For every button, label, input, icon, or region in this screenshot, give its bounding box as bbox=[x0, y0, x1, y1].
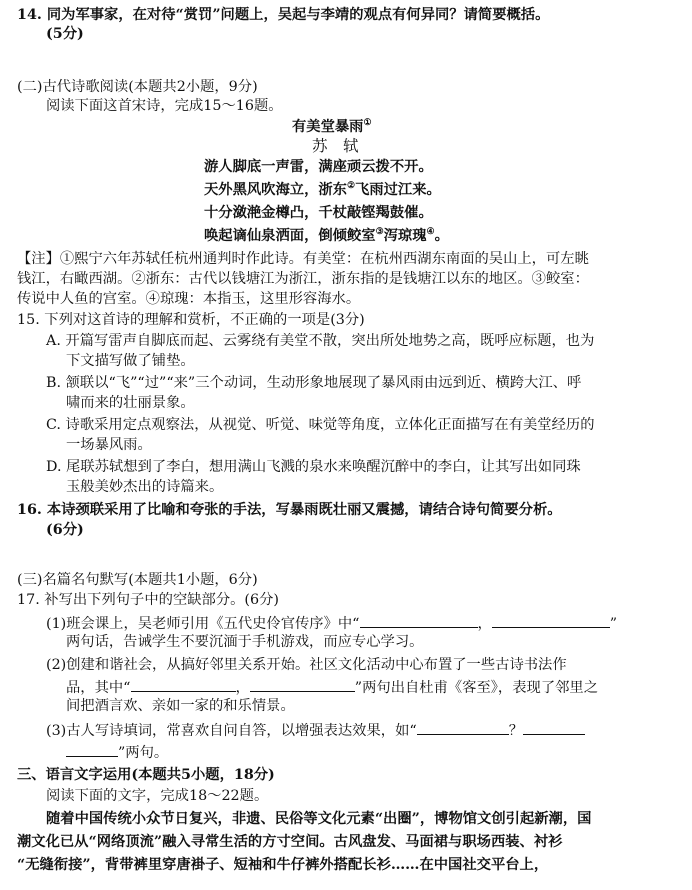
poem-author: 苏 轼 bbox=[312, 137, 359, 155]
question-17-item-2-line-2: 品，其中“ ， ”两句出自杜甫《客至》，表现了邻里之 bbox=[66, 677, 598, 697]
passage-line-2: 潮文化已从“网络顶流”融入寻常生活的方寸空间。古风盘发、马面裙与职场西装、衬衫 bbox=[17, 834, 563, 850]
poem-line-4: 唤起谪仙泉洒面，倒倾鲛室③泻琼瑰④。 bbox=[204, 227, 449, 244]
option-a-line-1: A. 开篇写雷声自脚底而起、云雾绕有美堂不散，突出所处地势之高，既呼应标题，也为 bbox=[46, 333, 595, 349]
annotation-line-1: 【注】①熙宁六年苏轼任杭州通判时作此诗。有美堂：在杭州西湖东南面的吴山上，可左眺 bbox=[17, 251, 589, 267]
option-b-line-1: B. 颔联以“飞”“过”“来”三个动词，生动形象地展现了暴风雨由远到近、横跨大江、呼 bbox=[46, 375, 582, 391]
option-a-line-2: 下文描写做了铺垫。 bbox=[66, 353, 195, 369]
question-16-score: (6分) bbox=[46, 522, 84, 538]
answer-blank-1[interactable] bbox=[360, 613, 478, 628]
annotation-line-2: 钱江，右瞰西湖。②浙东：古代以钱塘江为浙江，浙东指的是钱塘江以东的地区。③鲛室： bbox=[17, 271, 589, 287]
section-2-instruction: 阅读下面这首宋诗，完成15～16题。 bbox=[46, 98, 283, 114]
question-17-item-3: (3)古人写诗填词，常喜欢自问自答，以增强表达效果，如“ ？ bbox=[46, 720, 585, 740]
question-17-item-2: (2)创建和谐社会，从搞好邻里关系开始。社区文化活动中心布置了一些古诗书法作 bbox=[46, 657, 567, 673]
question-17-item-2-line-3: 间把酒言欢、亲如一家的和乐情景。 bbox=[66, 698, 295, 714]
answer-blank-3[interactable] bbox=[131, 677, 236, 692]
answer-blank-5[interactable] bbox=[417, 720, 509, 735]
question-14: 14. 同为军事家，在对待“赏罚”问题上，吴起与李靖的观点有何异同？请简要概括。 bbox=[17, 7, 550, 23]
poem-line-3: 十分潋滟金樽凸，千杖敲铿羯鼓催。 bbox=[204, 205, 433, 221]
answer-blank-6[interactable] bbox=[523, 720, 585, 735]
part-3-instruction: 阅读下面的文字，完成18～22题。 bbox=[46, 788, 269, 804]
section-3-title: (三)名篇名句默写(本题共1小题，6分) bbox=[17, 572, 258, 588]
poem-line-1: 游人脚底一声雷，满座顽云拨不开。 bbox=[204, 159, 433, 175]
answer-blank-4[interactable] bbox=[250, 677, 355, 692]
section-2-title: (二)古代诗歌阅读(本题共2小题，9分) bbox=[17, 79, 258, 95]
option-c-line-2: 一场暴风雨。 bbox=[66, 437, 152, 453]
option-d-line-2: 玉般美妙杰出的诗篇来。 bbox=[66, 479, 224, 495]
passage-line-3: “无缝衔接”，背带裤里穿唐褂子、短袖和牛仔裤外搭配长衫……在中国社交平台上， bbox=[17, 857, 549, 873]
question-14-score: (5分) bbox=[46, 26, 84, 42]
part-3-title: 三、语言文字运用(本题共5小题，18分) bbox=[17, 767, 275, 783]
option-b-line-2: 啸而来的壮丽景象。 bbox=[66, 395, 195, 411]
poem-title: 有美堂暴雨① bbox=[292, 118, 372, 135]
question-17-item-3-line-2: ”两句。 bbox=[66, 742, 168, 762]
question-17-item-1-line-2: 两句话，告诫学生不要沉湎于手机游戏，而应专心学习。 bbox=[66, 634, 424, 650]
question-17-stem: 17. 补写出下列句子中的空缺部分。(6分) bbox=[17, 592, 279, 608]
question-17-item-1: (1)班会课上，吴老师引用《五代史伶官传序》中“ ， ” bbox=[46, 613, 617, 633]
poem-line-2: 天外黑风吹海立，浙东②飞雨过江来。 bbox=[204, 181, 441, 198]
question-15-stem: 15. 下列对这首诗的理解和赏析，不正确的一项是(3分) bbox=[17, 312, 365, 328]
annotation-line-3: 传说中人鱼的宫室。④琼瑰：本指玉，这里形容海水。 bbox=[17, 291, 361, 307]
passage-line-1: 随着中国传统小众节日复兴，非遗、民俗等文化元素“出圈”，博物馆文创引起新潮，国 bbox=[46, 811, 592, 827]
answer-blank-2[interactable] bbox=[492, 613, 610, 628]
answer-blank-7[interactable] bbox=[66, 742, 118, 757]
option-c-line-1: C. 诗歌采用定点观察法，从视觉、听觉、味觉等角度，立体化正面描写在有美堂经历的 bbox=[46, 417, 595, 433]
option-d-line-1: D. 尾联苏轼想到了李白，想用满山飞溅的泉水来唤醒沉醉中的李白，让其写出如同珠 bbox=[46, 459, 581, 475]
question-16: 16. 本诗颈联采用了比喻和夸张的手法，写暴雨既壮丽又震撼，请结合诗句简要分析。 bbox=[17, 502, 562, 518]
